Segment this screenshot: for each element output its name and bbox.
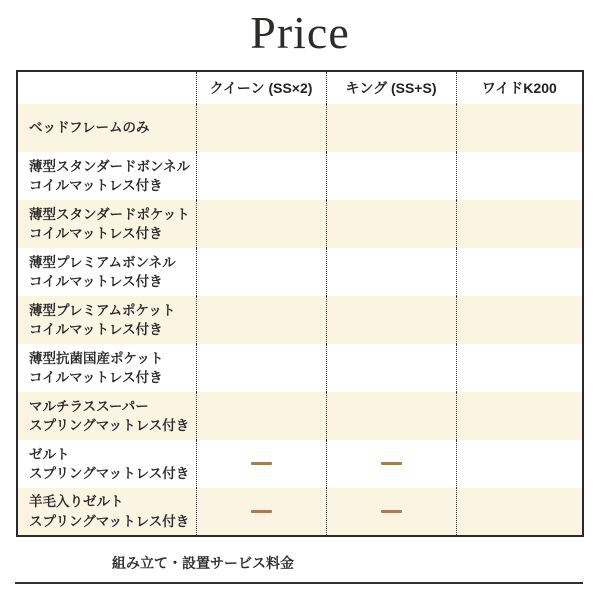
price-cell [456,248,583,296]
price-cell [326,104,456,152]
price-cell [196,152,326,200]
header-king: キング (SS+S) [326,71,456,104]
price-cell [326,248,456,296]
row-label: マルチラススーパー スプリングマットレス付き [29,398,190,433]
table-row [17,392,583,440]
price-cell [456,296,583,344]
dash-placeholder [251,510,272,513]
dash-placeholder [381,510,402,513]
price-cell [196,200,326,248]
dash-placeholder [251,462,272,465]
header-wide-k200: ワイドK200 [456,71,583,104]
assembly-service-caption: 組み立て・設置サービス料金 [112,555,294,571]
dash-placeholder [381,462,402,465]
price-table-body [17,104,583,536]
row-label: 薄型プレミアムポケット コイルマットレス付き [29,302,176,337]
price-cell [456,392,583,440]
price-cell [196,296,326,344]
price-cell [456,104,583,152]
table-row [17,488,583,536]
price-cell [456,488,583,536]
table-row [17,248,583,296]
price-cell [196,440,326,488]
table-header-row [17,71,583,104]
price-cell [196,488,326,536]
row-label: 羊毛入りゼルト スプリングマットレス付き [29,494,190,529]
price-cell [456,440,583,488]
price-cell [326,488,456,536]
row-label: ベッドフレームのみ [29,120,150,136]
section-divider [15,582,583,584]
page-title: Price [250,7,350,58]
price-cell [326,392,456,440]
row-label: 薄型プレミアムボンネル コイルマットレス付き [29,254,176,289]
price-cell [456,152,583,200]
table-row [17,152,583,200]
row-label: 薄型スタンダードボンネル コイルマットレス付き [29,158,191,193]
table-row [17,200,583,248]
price-cell [326,152,456,200]
row-label: 薄型抗菌国産ポケット コイルマットレス付き [29,350,164,385]
price-cell [456,200,583,248]
price-cell [326,440,456,488]
price-cell [196,344,326,392]
row-label: 薄型スタンダードポケット コイルマットレス付き [29,206,190,241]
price-table [16,70,584,537]
price-cell [326,296,456,344]
price-cell [196,392,326,440]
row-label: ゼルト スプリングマットレス付き [29,446,190,481]
price-cell [196,104,326,152]
header-queen: クイーン (SS×2) [196,71,326,104]
price-cell [456,344,583,392]
table-row [17,440,583,488]
table-row [17,104,583,152]
price-cell [326,344,456,392]
header-empty-cell [17,71,196,104]
table-row [17,296,583,344]
price-cell [326,200,456,248]
price-cell [196,248,326,296]
table-row [17,344,583,392]
